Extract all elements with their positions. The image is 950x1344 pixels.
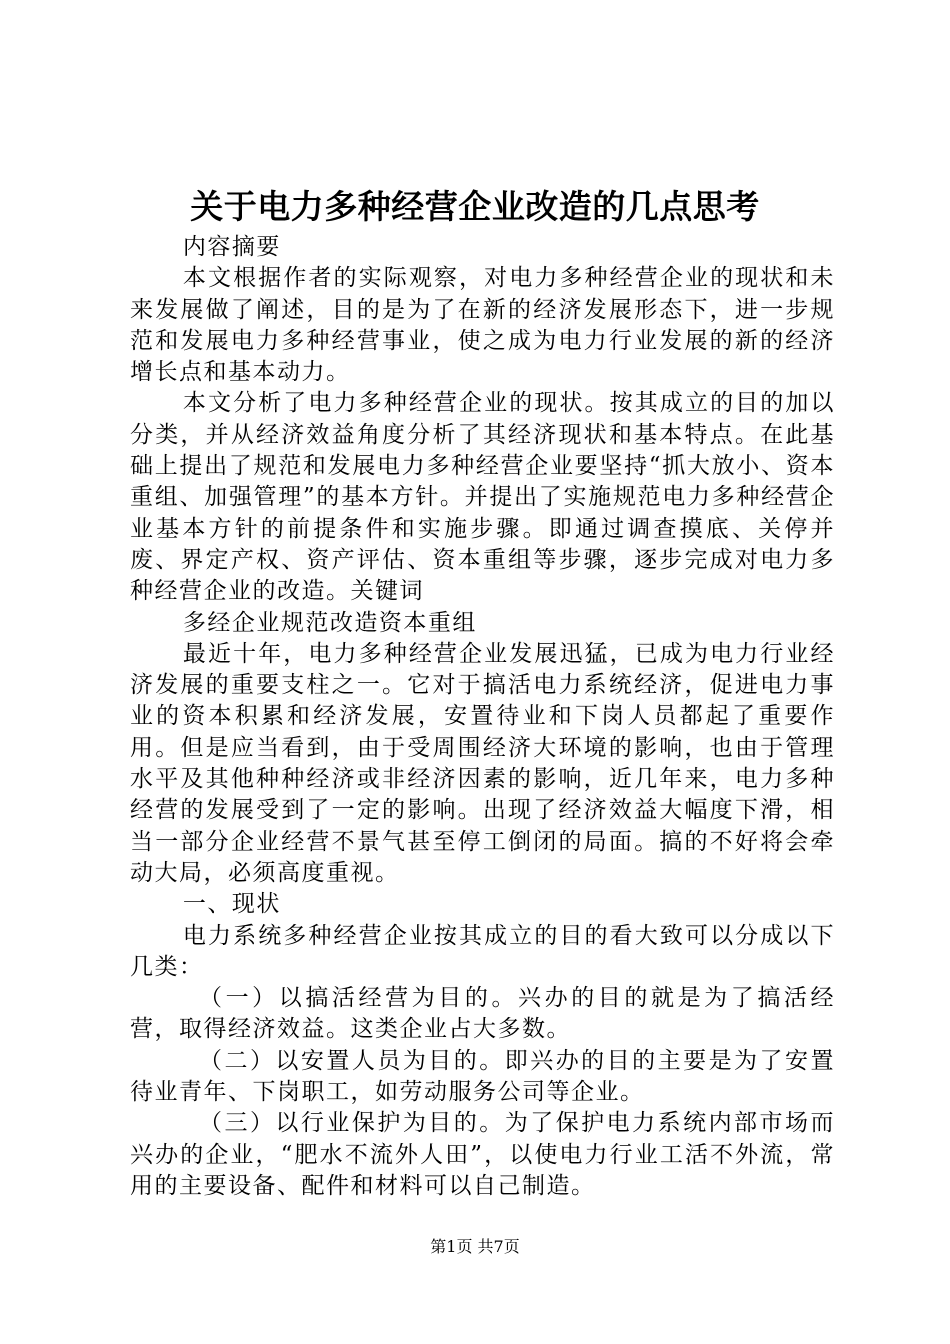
document-body [130, 232, 835, 1202]
section-heading: 一、现状 [182, 891, 281, 918]
abstract-heading: 内容摘要 [182, 234, 281, 260]
list-item: （二）以安置人员为目的。即兴办的目的主要是为了安置待业青年、下岗职工，如劳动服务公司等企业。 [130, 1047, 835, 1106]
abstract-paragraph-1: 本文根据作者的实际观察，对电力多种经营企业的现状和未来发展做了阐述，目的是为了在新的经济发展形态下，进一步规范和发展电力多种经营事业，使之成为电力行业发展的新的经济增长点和基本动力。 [130, 265, 835, 386]
document-title: 关于电力多种经营企业改造的几点思考 [190, 187, 760, 226]
intro-paragraph: 最近十年，电力多种经营企业发展迅猛，已成为电力行业经济发展的重要支柱之一。它对于搞活电力系统经济，促进电力事业的资本积累和经济发展，安置待业和下岗人员都起了重要作用。但是应当看到，由于受周围经济大环境的影响，也由于管理水平及其他种种经济或非经济因素的影响，近几年来，电力多种经营的发展受到了一定的影响。出现了经济效益大幅度下滑，相当一部分企业经营不景气甚至停工倒闭的局面。搞的不好将会牵动大局，必须高度重视。 [130, 640, 835, 886]
list-item: （三）以行业保护为目的。为了保护电力系统内部市场而兴办的企业，“肥水不流外人田”，以使电力行业工活不外流，常用的主要设备、配件和材料可以自己制造。 [130, 1110, 835, 1199]
page-footer: 第1页 共7页 [430, 1237, 520, 1256]
abstract-paragraph-2: 本文分析了电力多种经营企业的现状。按其成立的目的加以分类，并从经济效益角度分析了其经济现状和基本特点。在此基础上提出了规范和发展电力多种经营企业要坚持“抓大放小、资本重组、加强管理”的基本方针。并提出了实施规范电力多种经营企业基本方针的前提条件和实施步骤。即通过调查摸底、关停并废、界定产权、资产评估、资本重组等步骤，逐步完成对电力多种经营企业的改造。关键词 [130, 390, 835, 605]
list-item: （一）以搞活经营为目的。兴办的目的就是为了搞活经营，取得经济效益。这类企业占大多数。 [130, 985, 835, 1043]
keywords-line: 多经企业规范改造资本重组 [182, 609, 477, 636]
section-paragraph: 电力系统多种经营企业按其成立的目的看大致可以分成以下几类： [130, 922, 835, 980]
